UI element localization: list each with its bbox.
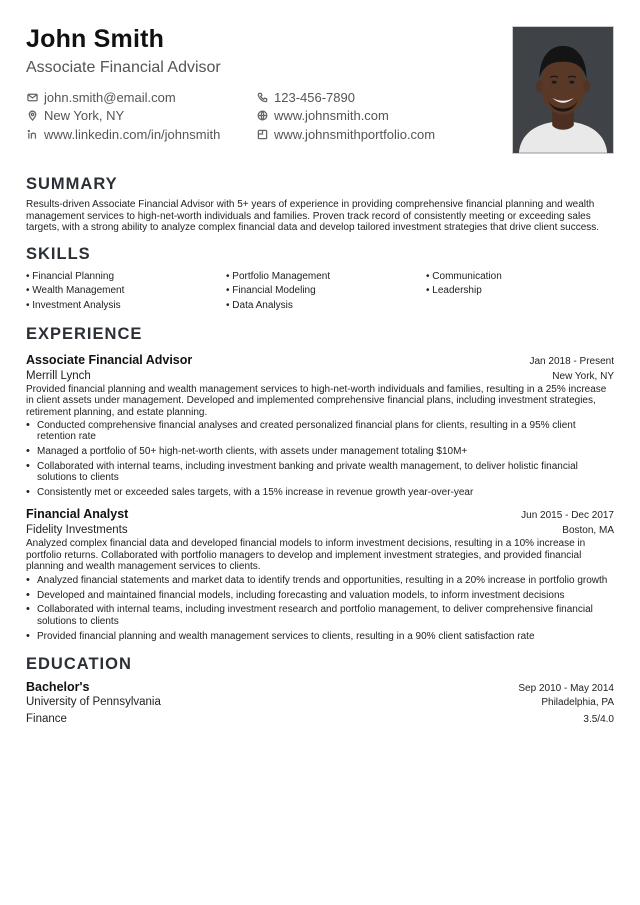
contact-location-text: New York, NY bbox=[44, 108, 125, 124]
summary-text: Results-driven Associate Financial Advisor with 5+ years of experience in providing comprehensive financial planning and wealth management services to high-net-worth individuals and families. Proven track record of consistently meeting or exceeding sales targets, with a strong ability to analyze complex financial data and develop tailored investment strategies that drive client success. bbox=[26, 199, 600, 233]
mail-icon bbox=[26, 91, 38, 103]
job-location: Boston, MA bbox=[562, 525, 614, 537]
contact-portfolio-text: www.johnsmithportfolio.com bbox=[274, 126, 436, 142]
contact-linkedin[interactable] bbox=[26, 125, 256, 144]
contact-phone[interactable] bbox=[256, 88, 476, 107]
job-bullet: • Collaborated with internal teams, including investment banking and private wealth management, to deliver holistic financial solutions to clients bbox=[26, 461, 614, 484]
skill-item: • Leadership bbox=[426, 284, 614, 299]
education-location: Philadelphia, PA bbox=[541, 697, 614, 709]
globe-icon bbox=[256, 110, 268, 122]
job-bullet: • Conducted comprehensive financial analyses and created personalized financial plans for clients, resulting in a 95% client retention rate bbox=[26, 420, 614, 443]
job-dates: Jun 2015 - Dec 2017 bbox=[521, 510, 614, 522]
job-entry bbox=[26, 353, 614, 499]
skill-item: • Portfolio Management bbox=[226, 270, 426, 285]
job-company: Fidelity Investments bbox=[26, 524, 128, 537]
candidate-role: Associate Financial Advisor bbox=[26, 59, 221, 76]
contact-location bbox=[26, 107, 256, 126]
job-company: Merrill Lynch bbox=[26, 369, 91, 382]
job-description: Provided financial planning and wealth management services to high-net-worth individuals and families, resulting in a 25% increase in client assets under management. Developed and implemented comprehensive financial plans, including investment strategies, retirement planning, and estate planning. bbox=[26, 383, 607, 418]
profile-photo bbox=[512, 26, 614, 154]
summary-heading: SUMMARY bbox=[26, 175, 118, 193]
education-school: University of Pennsylvania bbox=[26, 696, 161, 709]
candidate-name: John Smith bbox=[26, 25, 165, 53]
skill-item: • Financial Modeling bbox=[226, 284, 426, 299]
phone-icon bbox=[256, 91, 268, 103]
contact-linkedin-text: www.linkedin.com/in/johnsmith bbox=[44, 126, 221, 142]
education-entry bbox=[26, 680, 614, 730]
skills-heading: SKILLS bbox=[26, 244, 91, 263]
contact-phone-text: 123-456-7890 bbox=[274, 89, 355, 105]
job-bullet: • Provided financial planning and wealth management services to clients, resulting in a 90% client satisfaction rate bbox=[26, 631, 614, 642]
skill-item: • Data Analysis bbox=[226, 299, 426, 314]
contact-website-text: www.johnsmith.com bbox=[274, 108, 389, 124]
location-pin-icon bbox=[26, 110, 38, 122]
job-title: Financial Analyst bbox=[26, 507, 129, 522]
skill-item: • Investment Analysis bbox=[26, 299, 226, 314]
education-gpa: 3.5/4.0 bbox=[583, 713, 614, 725]
education-heading: EDUCATION bbox=[26, 654, 132, 673]
contact-email[interactable] bbox=[26, 88, 256, 107]
contact-email-text: john.smith@email.com bbox=[44, 89, 176, 105]
skill-item: • Financial Planning bbox=[26, 270, 226, 285]
resume-header bbox=[26, 24, 614, 152]
job-title: Associate Financial Advisor bbox=[26, 352, 193, 367]
job-bullet: • Collaborated with internal teams, including investment research and portfolio management, to deliver comprehensive financial solutions to clients bbox=[26, 604, 614, 627]
job-bullets bbox=[26, 420, 614, 498]
job-bullet: • Developed and maintained financial models, including forecasting and valuation models, to inform investment decisions bbox=[26, 590, 614, 601]
contact-list bbox=[26, 88, 476, 144]
linkedin-icon bbox=[26, 128, 38, 140]
experience-heading: EXPERIENCE bbox=[26, 324, 143, 343]
job-dates: Jan 2018 - Present bbox=[529, 355, 614, 367]
job-location: New York, NY bbox=[552, 370, 614, 382]
skill-item: • Communication bbox=[426, 270, 614, 285]
portfolio-icon bbox=[256, 128, 268, 140]
contact-website[interactable] bbox=[256, 107, 476, 126]
job-bullets bbox=[26, 575, 614, 642]
job-entry bbox=[26, 507, 614, 641]
job-bullet: • Analyzed financial statements and market data to identify trends and opportunities, resulting in a 20% increase in portfolio growth bbox=[26, 575, 614, 586]
job-description: Analyzed complex financial data and developed financial models to inform investment decisions, resulting in a 10% increase in portfolio returns. Collaborated with portfolio managers to develop and implement investment strategies, and provided financial planning and wealth management services to clients. bbox=[26, 538, 586, 573]
contact-portfolio[interactable] bbox=[256, 125, 476, 144]
education-dates: Sep 2010 - May 2014 bbox=[518, 682, 614, 694]
education-field: Finance bbox=[26, 712, 67, 725]
job-bullet: • Consistently met or exceeded sales targets, with a 15% increase in revenue growth year-over-year bbox=[26, 487, 614, 498]
skill-item: • Wealth Management bbox=[26, 284, 226, 299]
skills-list bbox=[26, 270, 614, 314]
profile-photo-illustration bbox=[513, 27, 613, 153]
education-degree: Bachelor's bbox=[26, 679, 90, 694]
job-bullet: • Managed a portfolio of 50+ high-net-worth clients, with assets under management totaling $10M+ bbox=[26, 446, 614, 457]
